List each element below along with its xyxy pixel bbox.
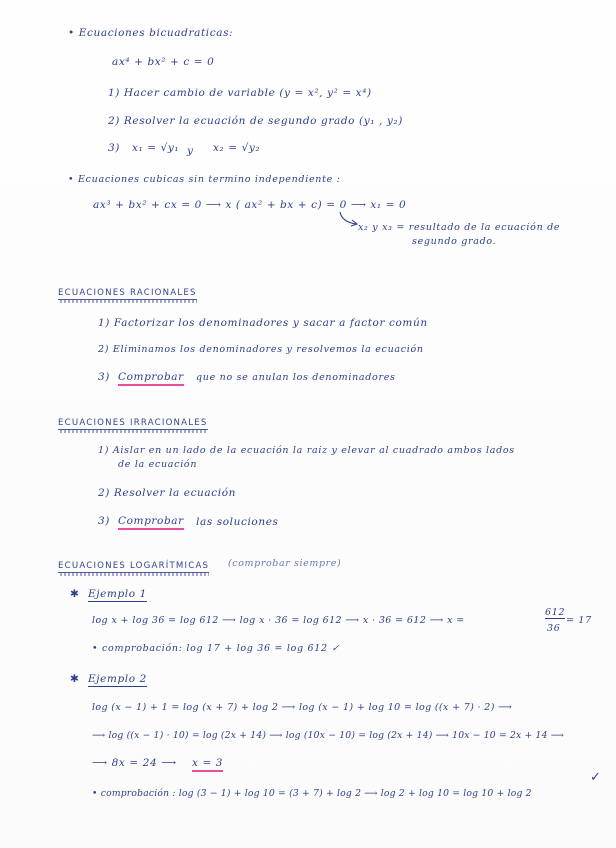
ejemplo-2-solution: x = 3 [192,757,223,772]
racionales-step-3-highlight: Comprobar [118,371,184,386]
irracionales-step-3-rest: las soluciones [196,516,279,528]
cubicas-note-line-1: x₂ y x₃ = resultado de la ecuación de [358,222,561,233]
irracionales-step-1b: de la ecuación [118,459,198,470]
racionales-heading: ECUACIONES RACIONALES [58,288,197,298]
check-mark-icon: ✓ [590,770,602,785]
ejemplo-1-equation: log x + log 36 = log 612 ⟶ log x · 36 = log 612 ⟶ x · 36 = 612 ⟶ x = [92,615,465,626]
ejemplo-2-asterisk: ✱ [70,673,80,685]
ejemplo-1-result: = 17 [566,615,592,626]
ejemplo-2-label: Ejemplo 2 [88,673,147,685]
irracionales-heading: ECUACIONES IRRACIONALES [58,418,208,428]
bicuadradas-formula: ax⁴ + bx² + c = 0 [112,56,215,68]
logaritmicas-heading-note: (comprobar siempre) [228,558,342,569]
ejemplo-2-check: • comprobación : log (3 − 1) + log 10 = (3 + 7) + log 2 ⟶ log 2 + log 10 = log 10 + log 2 [92,788,532,799]
ejemplo-1-asterisk: ✱ [70,588,80,600]
racionales-step-3-number: 3) [98,371,110,383]
irracionales-step-3-number: 3) [98,515,110,527]
logaritmicas-heading: ECUACIONES LOGARÍTMICAS [58,561,210,571]
cubicas-title: • Ecuaciones cubicas sin termino independiente : [68,174,341,185]
bicuadradas-step-3-x1: x₁ = √y₁ [132,142,180,154]
racionales-step-2: 2) Eliminamos los denominadores y resolvemos la ecuación [98,344,424,355]
ejemplo-1-fraction-numerator: 612 [545,607,566,618]
bicuadradas-title: • Ecuaciones bicuadraticas: [68,27,234,39]
bicuadradas-step-2: 2) Resolver la ecuación de segundo grado (y₁ , y₂) [108,115,403,127]
bicuadradas-step-3-x2: x₂ = √y₂ [213,142,261,154]
bicuadradas-step-3-conjunction: y [187,145,194,157]
racionales-step-1: 1) Factorizar los denominadores y sacar a factor común [98,317,428,329]
ejemplo-1-label: Ejemplo 1 [88,588,147,600]
irracionales-step-1a: 1) Aislar en un lado de la ecuación la raiz y elevar al cuadrado ambos lados [98,445,515,456]
ejemplo-2-line-3: ⟶ 8x = 24 ⟶ [92,757,177,769]
ejemplo-2-line-2: ⟶ log ((x − 1) · 10) = log (2x + 14) ⟶ log (10x − 10) = log (2x + 14) ⟶ 10x − 10 = 2x + 14 ⟶ [92,730,565,741]
ejemplo-2-line-1: log (x − 1) + 1 = log (x + 7) + log 2 ⟶ log (x − 1) + log 10 = log ((x + 7) · 2) ⟶ [92,702,513,713]
ejemplo-1-check: • comprobación: log 17 + log 36 = log 612 ✓ [92,643,341,654]
irracionales-step-3-highlight: Comprobar [118,515,184,530]
bicuadradas-step-3-number: 3) [108,142,120,154]
ejemplo-1-fraction-denominator: 36 [547,623,561,634]
bicuadradas-step-1: 1) Hacer cambio de variable (y = x², y² = x⁴) [108,87,372,99]
cubicas-note-line-2: segundo grado. [412,236,497,247]
racionales-step-3-rest: que no se anulan los denominadores [196,372,396,383]
cubicas-equation: ax³ + bx² + cx = 0 ⟶ x ( ax² + bx + c) = 0 ⟶ x₁ = 0 [93,199,407,211]
irracionales-step-2: 2) Resolver la ecuación [98,487,237,499]
